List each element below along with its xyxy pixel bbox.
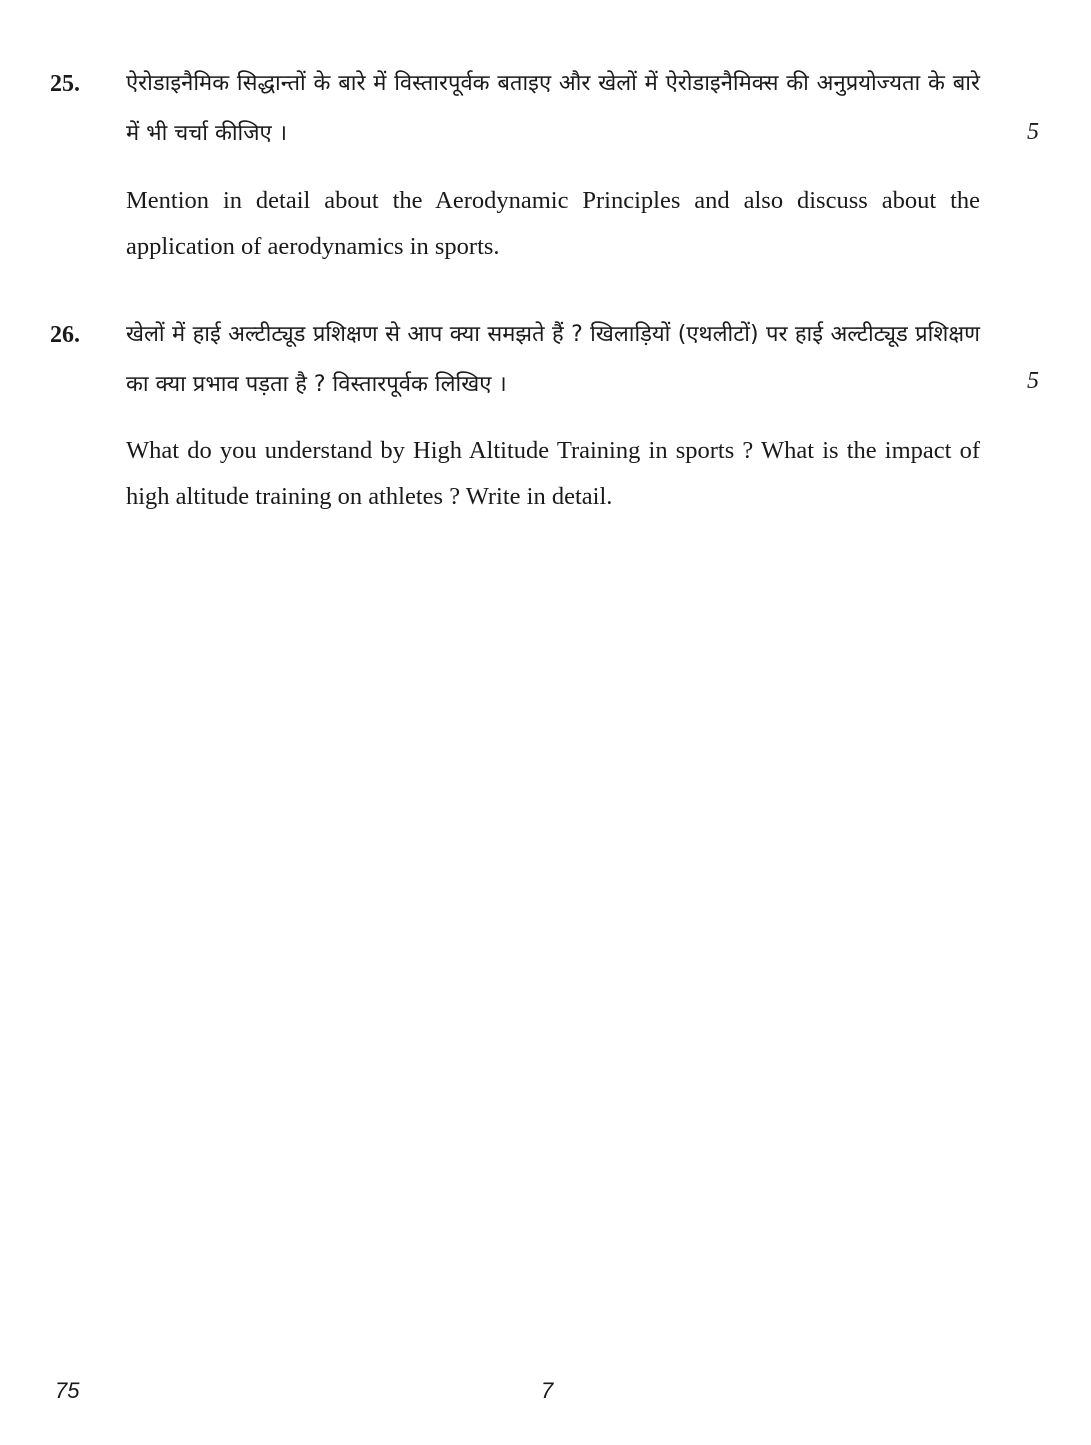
question-marks: 5 bbox=[1027, 119, 1039, 145]
page-number: 7 bbox=[541, 1378, 554, 1403]
question-marks: 5 bbox=[1027, 368, 1039, 394]
question-text-english: What do you understand by High Altitude Training in sports ? What is the impact of high altitude training on athletes ? Write in detail. bbox=[126, 437, 980, 510]
paper-code: 75 bbox=[55, 1378, 80, 1403]
question-number: 25. bbox=[50, 71, 80, 97]
question-text-hindi: ऐरोडाइनैमिक सिद्धान्तों के बारे में विस्तारपूर्वक बताइए और खेलों में ऐरोडाइनैमिक्स की अनुप्रयोज्यता के बारे में भी चर्चा कीजिए । bbox=[126, 71, 980, 146]
question-number: 26. bbox=[50, 322, 80, 348]
question-text-english: Mention in detail about the Aerodynamic Principles and also discuss about the application of aerodynamics in sports. bbox=[126, 187, 980, 260]
question-text-hindi: खेलों में हाई अल्टीट्यूड प्रशिक्षण से आप क्या समझते हैं ? खिलाड़ियों (एथलीटों) पर हाई अल्टीट्यूड प्रशिक्षण का क्या प्रभाव पड़ता है ? विस्तारपूर्वक लिखिए । bbox=[126, 322, 980, 397]
